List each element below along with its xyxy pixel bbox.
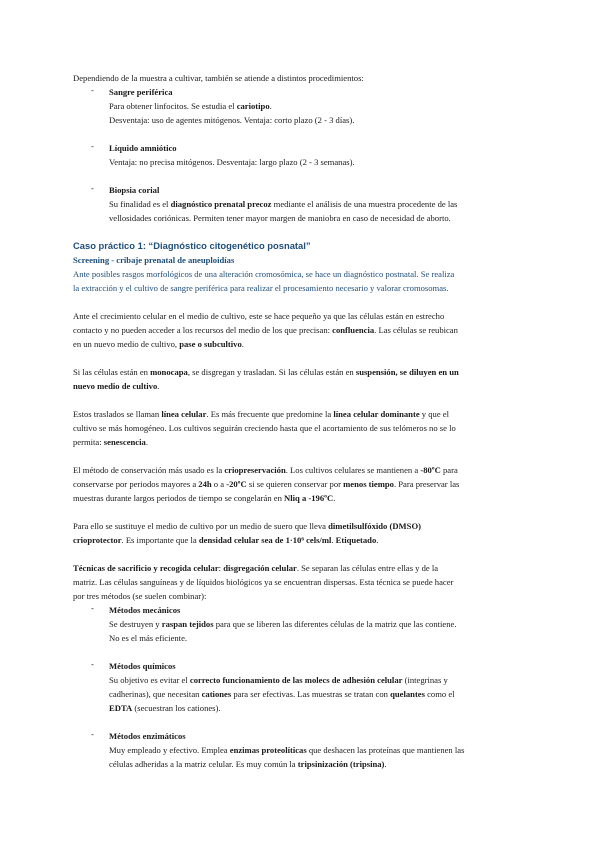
paragraph-line: cultivo se más homogéneo. Los cultivos seguirán creciendo hasta que el acortamiento de sus telómeros no se lo xyxy=(73,423,456,433)
disaggregation-methods-list xyxy=(73,603,533,771)
paragraph-line: Ante el crecimiento celular en el medio de cultivo, este se hace pequeño ya que las células están en estrecho xyxy=(73,311,445,321)
bullet-dash: - xyxy=(91,183,94,193)
list-item-title: Métodos químicos xyxy=(109,661,176,671)
list-item-title: Métodos enzimáticos xyxy=(109,731,186,741)
paragraph-line: matriz. Las células sanguíneas y de líquidos biológicos ya se encuentran dispersas. Esta técnica se puede hacer xyxy=(73,577,454,587)
list-item-line: cadherinas), que necesitan cationes para ser efectivas. Las muestras se tratan con quelantes como el xyxy=(109,689,455,699)
case-subtitle: Screening - cribaje prenatal de aneuploidías xyxy=(73,255,235,265)
paragraph-line: nuevo medio de cultivo. xyxy=(73,381,160,391)
case-text-line: Ante posibles rasgos morfológicos de una alteración cromosómica, se hace un diagnóstico postnatal. Se realiza xyxy=(73,269,455,279)
paragraph-line: por tres métodos (se suelen combinar): xyxy=(73,591,207,601)
paragraph-line: Si las células están en monocapa, se disgregan y trasladan. Si las células están en suspensión, se diluyen en un xyxy=(73,367,459,377)
paragraph-line: Estos traslados se llaman línea celular. Es más frecuente que predomine la línea celular dominante y que el xyxy=(73,409,449,419)
list-item-line: Para obtener linfocitos. Se estudia el cariotipo. xyxy=(109,101,272,111)
list-item-line: Su objetivo es evitar el correcto funcionamiento de las molecs de adhesión celular (integrinas y xyxy=(109,675,448,685)
bullet-dash: - xyxy=(91,603,94,613)
list-item-line: Ventaja: no precisa mitógenos. Desventaja: largo plazo (2 - 3 semanas). xyxy=(109,157,355,167)
list-item-line: vellosidades coriónicas. Permiten tener mayor margen de maniobra en caso de necesidad de aborto. xyxy=(109,213,451,223)
list-item-title: Métodos mecánicos xyxy=(109,605,181,615)
list-item-line: Muy empleado y efectivo. Emplea enzimas proteolíticas que deshacen las proteínas que mantienen las xyxy=(109,745,465,755)
list-item xyxy=(73,183,533,225)
list-item-title: Sangre periférica xyxy=(109,87,173,97)
case-title: Caso práctico 1: “Diagnóstico citogenético posnatal” xyxy=(73,240,311,251)
paragraph-line: Para ello se sustituye el medio de cultivo por un medio de suero que lleva dimetilsulfóxido (DMSO) xyxy=(73,521,421,531)
intro-paragraph: Dependiendo de la muestra a cultivar, también se atiende a distintos procedimientos: xyxy=(73,73,364,83)
body-paragraphs xyxy=(73,295,533,603)
document-page xyxy=(73,71,533,771)
list-item-line: EDTA (secuestran los cationes). xyxy=(109,703,221,713)
sample-procedures-list xyxy=(73,85,533,225)
list-item xyxy=(73,659,533,715)
list-item-title: Biopsia corial xyxy=(109,185,160,195)
bullet-dash: - xyxy=(91,659,94,669)
list-item-line: células adheridas a la matriz celular. Es muy común la tripsinización (tripsina). xyxy=(109,759,387,769)
paragraph-line: en un nuevo medio de cultivo, pase o subcultivo. xyxy=(73,339,244,349)
list-item-line: No es el más eficiente. xyxy=(109,633,188,643)
paragraph-line: Técnicas de sacrificio y recogida celular: disgregación celular. Se separan las células entre ellas y de la xyxy=(73,563,439,573)
case-text-line: la extracción y el cultivo de sangre periférica para realizar el procesamiento necesario y valorar cromosomas. xyxy=(73,283,449,293)
paragraph-line: contacto y no pueden acceder a los recursos del medio de los que precisan: confluencia. Las células se reubican xyxy=(73,325,458,335)
list-item-line: Su finalidad es el diagnóstico prenatal precoz mediante el análisis de una muestra procedente de las xyxy=(109,199,458,209)
paragraph-line: conservarse por periodos mayores a 24h o a -20ºC si se quieren conservar por menos tiempo. Para preservar las xyxy=(73,479,460,489)
list-item xyxy=(73,729,533,771)
list-item-line: Desventaja: uso de agentes mitógenos. Ventaja: corto plazo (2 - 3 días). xyxy=(109,115,355,125)
list-item xyxy=(73,141,533,169)
bullet-dash: - xyxy=(91,729,94,739)
bullet-dash: - xyxy=(91,141,94,151)
bullet-dash: - xyxy=(91,85,94,95)
paragraph-line: El método de conservación más usado es la criopreservación. Los cultivos celulares se mantienen a -80ºC para xyxy=(73,465,458,475)
list-item-line: Se destruyen y raspan tejidos para que se liberen las diferentes células de la matriz que las contiene. xyxy=(109,619,457,629)
list-item xyxy=(73,85,533,127)
paragraph-line: permita: senescencia. xyxy=(73,437,148,447)
list-item-title: Líquido amniótico xyxy=(109,143,177,153)
paragraph-line: muestras durante largos periodos de tiempo se congelarán en Nliq a -196ºC. xyxy=(73,493,336,503)
paragraph-line: crioprotector. Es importante que la densidad celular sea de 1·10⁶ cels/ml. Etiquetado. xyxy=(73,535,379,545)
list-item xyxy=(73,603,533,645)
